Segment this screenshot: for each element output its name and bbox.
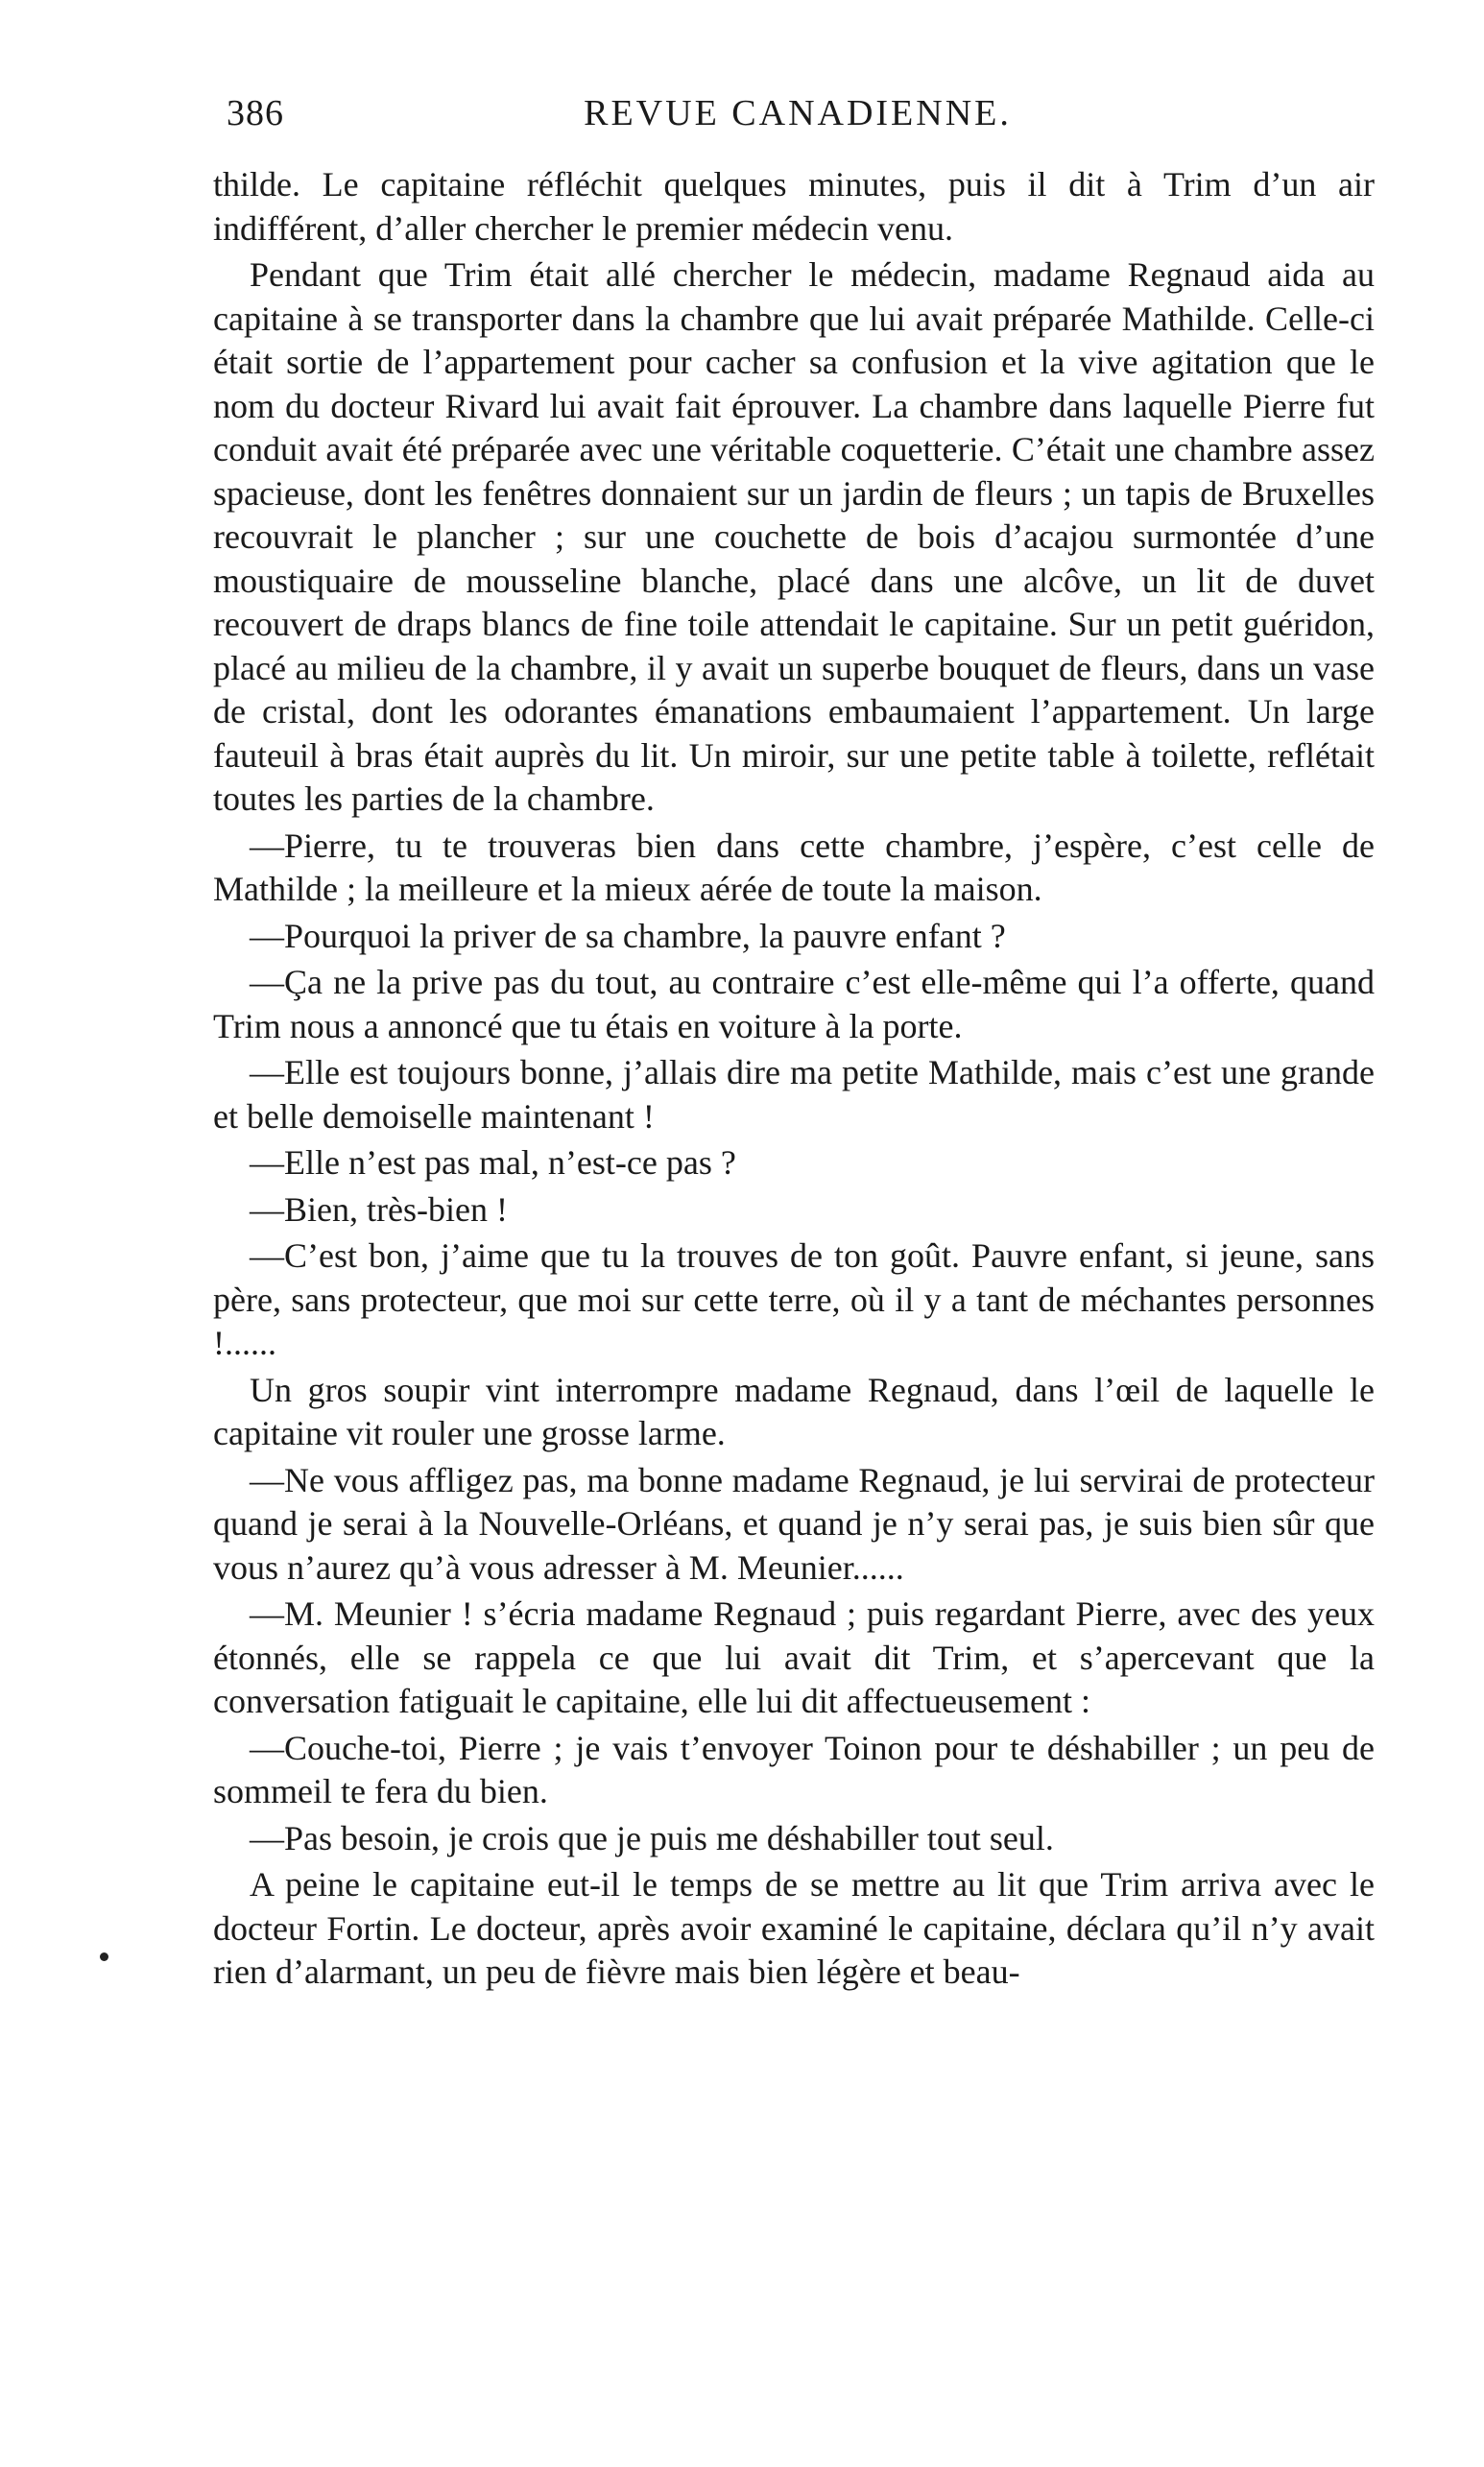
- dialogue-line: —Pourquoi la priver de sa chambre, la pauvre enfant ?: [250, 916, 1006, 955]
- page-header: [227, 92, 1369, 150]
- dialogue-line: —M. Meunier ! s’écria madame Regnaud ; puis regardant Pierre, avec des yeux étonnés, elle se rappela ce que lui avait dit Trim, et s’apercevant que la conversation fatiguait le capitaine, elle lui dit affectueusement :: [213, 1594, 1375, 1720]
- dialogue-line: —Bien, très-bien !: [250, 1189, 508, 1229]
- dialogue-line: —Pas besoin, je crois que je puis me déshabiller tout seul.: [250, 1818, 1054, 1857]
- paragraph-continuation: thilde. Le capitaine réfléchit quelques minutes, puis il dit à Trim d’un air indifférent, d’aller chercher le premier médecin venu.: [213, 165, 1375, 248]
- running-title: REVUE CANADIENNE.: [584, 93, 1012, 133]
- paragraph-narration: A peine le capitaine eut-il le temps de se mettre au lit que Trim arriva avec le docteur Fortin. Le docteur, après avoir examiné le capitaine, déclara qu’il n’y avait rien d’alarmant, un peu de fièvre mais bien légère et beau-: [213, 1865, 1375, 1991]
- dialogue-line: —Elle est toujours bonne, j’allais dire ma petite Mathilde, mais c’est une grande et belle demoiselle maintenant !: [213, 1053, 1375, 1136]
- dialogue-line: —Couche-toi, Pierre ; je vais t’envoyer Toinon pour te déshabiller ; un peu de sommeil te fera du bien.: [213, 1728, 1375, 1810]
- dialogue-line: —Elle n’est pas mal, n’est-ce pas ?: [250, 1143, 736, 1182]
- dialogue-line: —C’est bon, j’aime que tu la trouves de ton goût. Pauvre enfant, si jeune, sans père, sans protecteur, que moi sur cette terre, où il y a tant de méchantes personnes !......: [213, 1236, 1375, 1362]
- margin-dot-mark: [100, 1952, 108, 1961]
- paragraph-narration: Un gros soupir vint interrompre madame Regnaud, dans l’œil de laquelle le capitaine vit rouler une grosse larme.: [213, 1370, 1375, 1452]
- page-number: 386: [227, 93, 284, 133]
- dialogue-line: —Ne vous affligez pas, ma bonne madame Regnaud, je lui servirai de protecteur quand je serai à la Nouvelle-Orléans, et quand je n’y serai pas, je suis bien sûr que vous n’aurez qu’à vous adresser à M. Meunier......: [213, 1460, 1375, 1587]
- paragraph-room-description: Pendant que Trim était allé chercher le médecin, madame Regnaud aida au capitaine à se transporter dans la chambre que lui avait préparée Mathilde. Celle-ci était sortie de l’appartement pour cacher sa confusion et la vive agitation que le nom du docteur Rivard lui avait fait éprouver. La chambre dans laquelle Pierre fut conduit avait été préparée avec une véritable coquetterie. C’était une chambre assez spacieuse, dont les fenêtres donnaient sur un jardin de fleurs ; un tapis de Bruxelles recouvrait le plancher ; sur une couchette de bois d’acajou surmontée d’une moustiquaire de mousseline blanche, placé dans une alcôve, un lit de duvet recouvert de draps blancs de fine toile attendait le capitaine. Sur un petit guéridon, placé au milieu de la chambre, il y avait un superbe bouquet de fleurs, dans un vase de cristal, dont les odorantes émanations embaumaient l’appartement. Un large fauteuil à bras était auprès du lit. Un miroir, sur une petite table à toilette, reflétait toutes les parties de la chambre.: [213, 255, 1375, 818]
- dialogue-line: —Pierre, tu te trouveras bien dans cette chambre, j’espère, c’est celle de Mathilde ; la meilleure et la mieux aérée de toute la maison.: [213, 826, 1375, 908]
- dialogue-line: —Ça ne la prive pas du tout, au contraire c’est elle-même qui l’a offerte, quand Trim nous a annoncé que tu étais en voiture à la porte.: [213, 963, 1375, 1045]
- body-text: [213, 163, 1375, 1998]
